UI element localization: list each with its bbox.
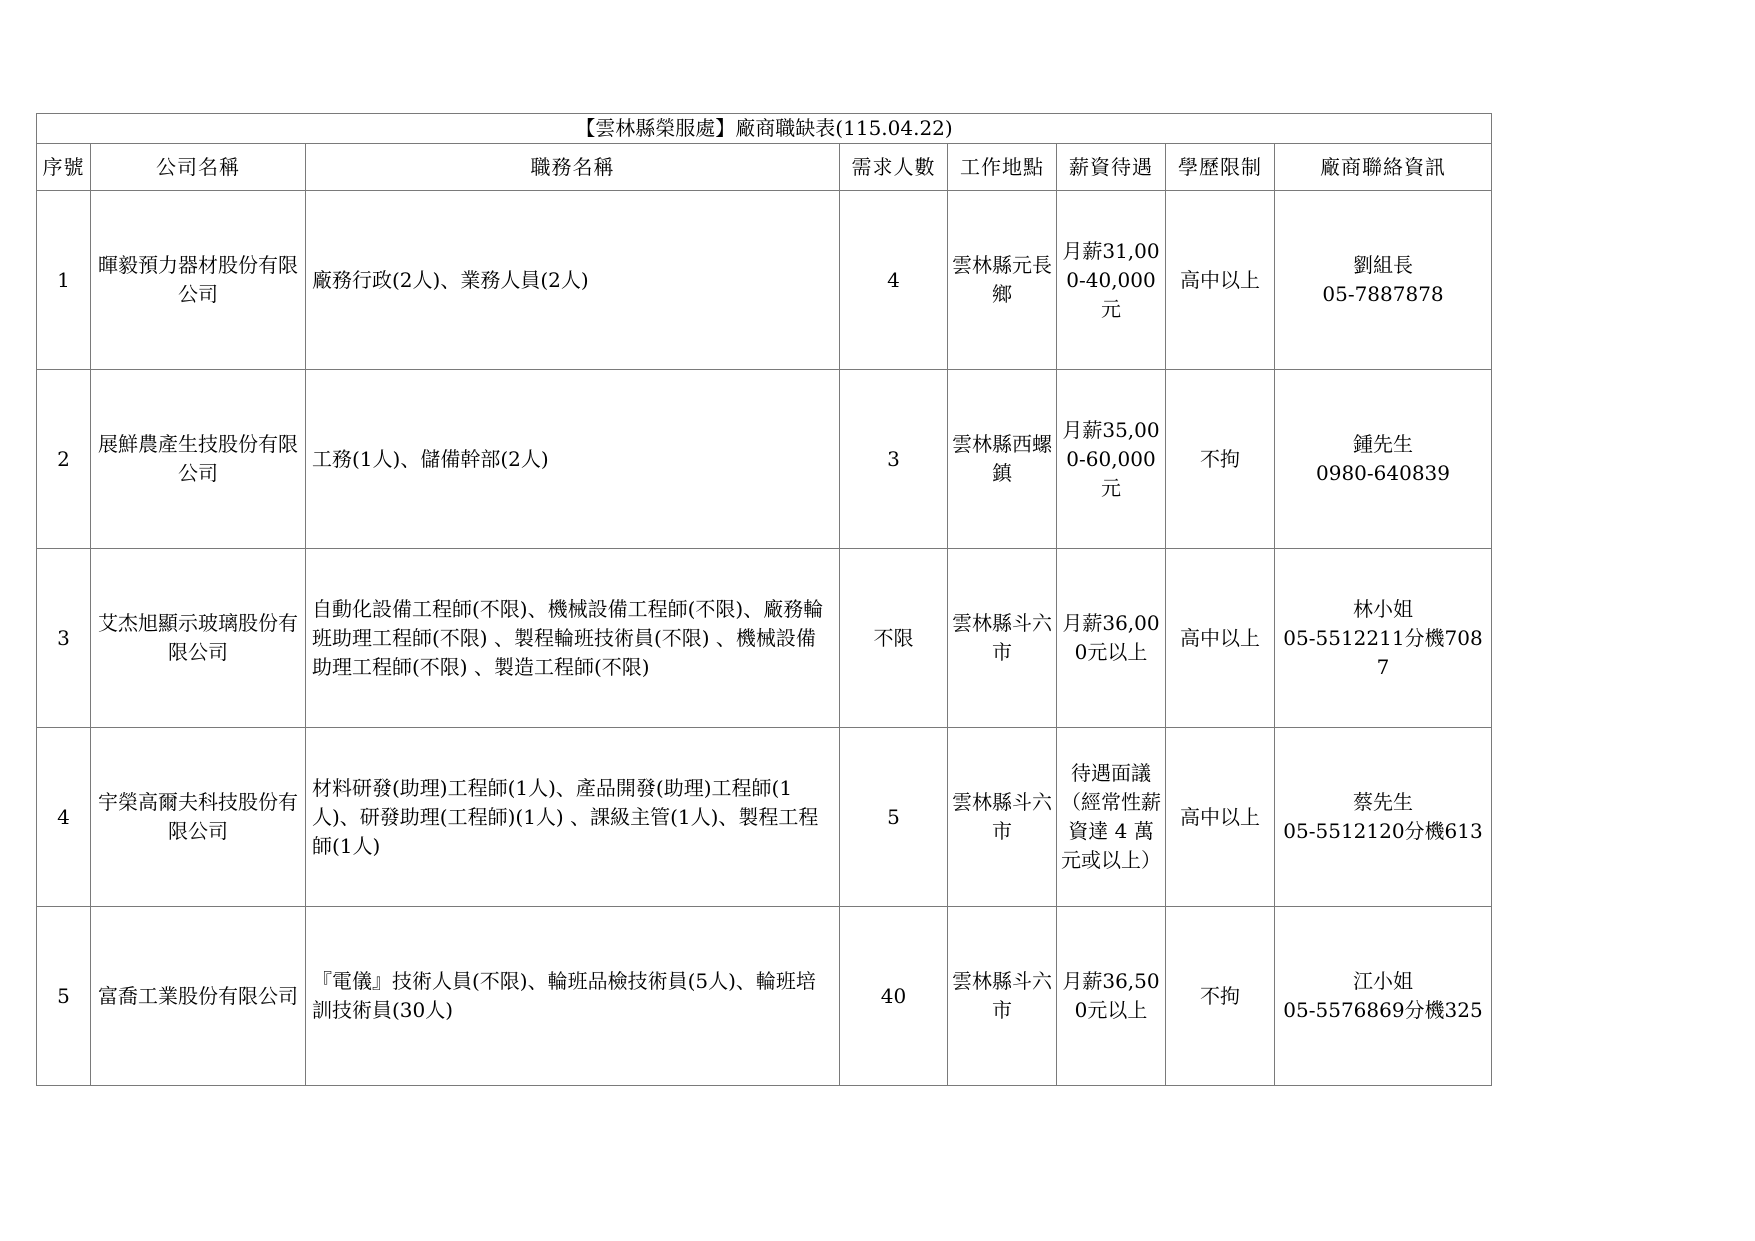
salary-cell: 月薪36,500元以上 [1057, 907, 1166, 1086]
salary-cell: 待遇面議（經常性薪資達 4 萬元或以上） [1057, 728, 1166, 907]
company-name-cell: 艾杰旭顯示玻璃股份有限公司 [91, 549, 306, 728]
location-cell: 雲林縣斗六市 [948, 728, 1057, 907]
table-header-row [37, 144, 1492, 191]
header-contact-info: 廠商聯絡資訊 [1275, 144, 1492, 191]
location-cell: 雲林縣元長鄉 [948, 191, 1057, 370]
contact-info-cell [1275, 907, 1492, 1086]
row-number-cell: 3 [37, 549, 91, 728]
table-title: 【雲林縣榮服處】廠商職缺表(115.04.22) [37, 114, 1492, 144]
job-titles-cell: 材料研發(助理)工程師(1人)、產品開發(助理)工程師(1人)、研發助理(工程師)(1人) 、課級主管(1人)、製程工程師(1人) [306, 728, 840, 907]
header-number: 序號 [37, 144, 91, 191]
contact-name: 林小姐 [1353, 596, 1414, 621]
job-titles-cell: 廠務行政(2人)、業務人員(2人) [306, 191, 840, 370]
education-cell: 高中以上 [1166, 549, 1275, 728]
job-vacancy-table [36, 113, 1492, 1086]
education-cell: 不拘 [1166, 907, 1275, 1086]
contact-info-cell [1275, 370, 1492, 549]
company-name-cell: 展鮮農產生技股份有限公司 [91, 370, 306, 549]
contact-name: 蔡先生 [1353, 790, 1414, 814]
contact-name: 江小姐 [1353, 969, 1414, 993]
salary-cell: 月薪35,000-60,000元 [1057, 370, 1166, 549]
contact-phone: 05-5576869分機325 [1283, 998, 1483, 1022]
salary-cell: 月薪36,000元以上 [1057, 549, 1166, 728]
table-title-row [37, 114, 1492, 144]
header-salary: 薪資待遇 [1057, 144, 1166, 191]
salary-cell: 月薪31,000-40,000元 [1057, 191, 1166, 370]
header-education: 學歷限制 [1166, 144, 1275, 191]
headcount-cell: 4 [840, 191, 948, 370]
contact-name: 鍾先生 [1353, 432, 1414, 456]
company-name-cell: 富喬工業股份有限公司 [91, 907, 306, 1086]
headcount-cell: 不限 [840, 549, 948, 728]
contact-name: 劉組長 [1353, 253, 1414, 277]
table-row [37, 191, 1492, 370]
row-number-cell: 4 [37, 728, 91, 907]
headcount-cell: 3 [840, 370, 948, 549]
contact-phone: 05-5512120分機613 [1283, 819, 1483, 843]
job-titles-cell: 自動化設備工程師(不限)、機械設備工程師(不限)、廠務輪班助理工程師(不限) 、製程輪班技術員(不限) 、機械設備助理工程師(不限) 、製造工程師(不限) [306, 549, 840, 728]
company-name-cell: 宇榮高爾夫科技股份有限公司 [91, 728, 306, 907]
education-cell: 高中以上 [1166, 728, 1275, 907]
education-cell: 高中以上 [1166, 191, 1275, 370]
contact-info-cell [1275, 549, 1492, 728]
header-headcount: 需求人數 [840, 144, 948, 191]
row-number-cell: 2 [37, 370, 91, 549]
contact-info-cell [1275, 728, 1492, 907]
header-job-title: 職務名稱 [306, 144, 840, 191]
header-company-name: 公司名稱 [91, 144, 306, 191]
table-row [37, 549, 1492, 728]
job-titles-cell: 『電儀』技術人員(不限)、輪班品檢技術員(5人)、輪班培訓技術員(30人) [306, 907, 840, 1086]
table-row [37, 728, 1492, 907]
contact-phone: 05-7887878 [1322, 282, 1444, 306]
location-cell: 雲林縣斗六市 [948, 549, 1057, 728]
company-name-cell: 暉毅預力器材股份有限公司 [91, 191, 306, 370]
headcount-cell: 40 [840, 907, 948, 1086]
header-work-location: 工作地點 [948, 144, 1057, 191]
location-cell: 雲林縣西螺鎮 [948, 370, 1057, 549]
education-cell: 不拘 [1166, 370, 1275, 549]
contact-phone: 05-5512211分機7087 [1283, 625, 1483, 679]
location-cell: 雲林縣斗六市 [948, 907, 1057, 1086]
headcount-cell: 5 [840, 728, 948, 907]
table-row [37, 907, 1492, 1086]
job-titles-cell: 工務(1人)、儲備幹部(2人) [306, 370, 840, 549]
row-number-cell: 1 [37, 191, 91, 370]
contact-info-cell [1275, 191, 1492, 370]
contact-phone: 0980-640839 [1316, 461, 1451, 485]
table-row [37, 370, 1492, 549]
row-number-cell: 5 [37, 907, 91, 1086]
